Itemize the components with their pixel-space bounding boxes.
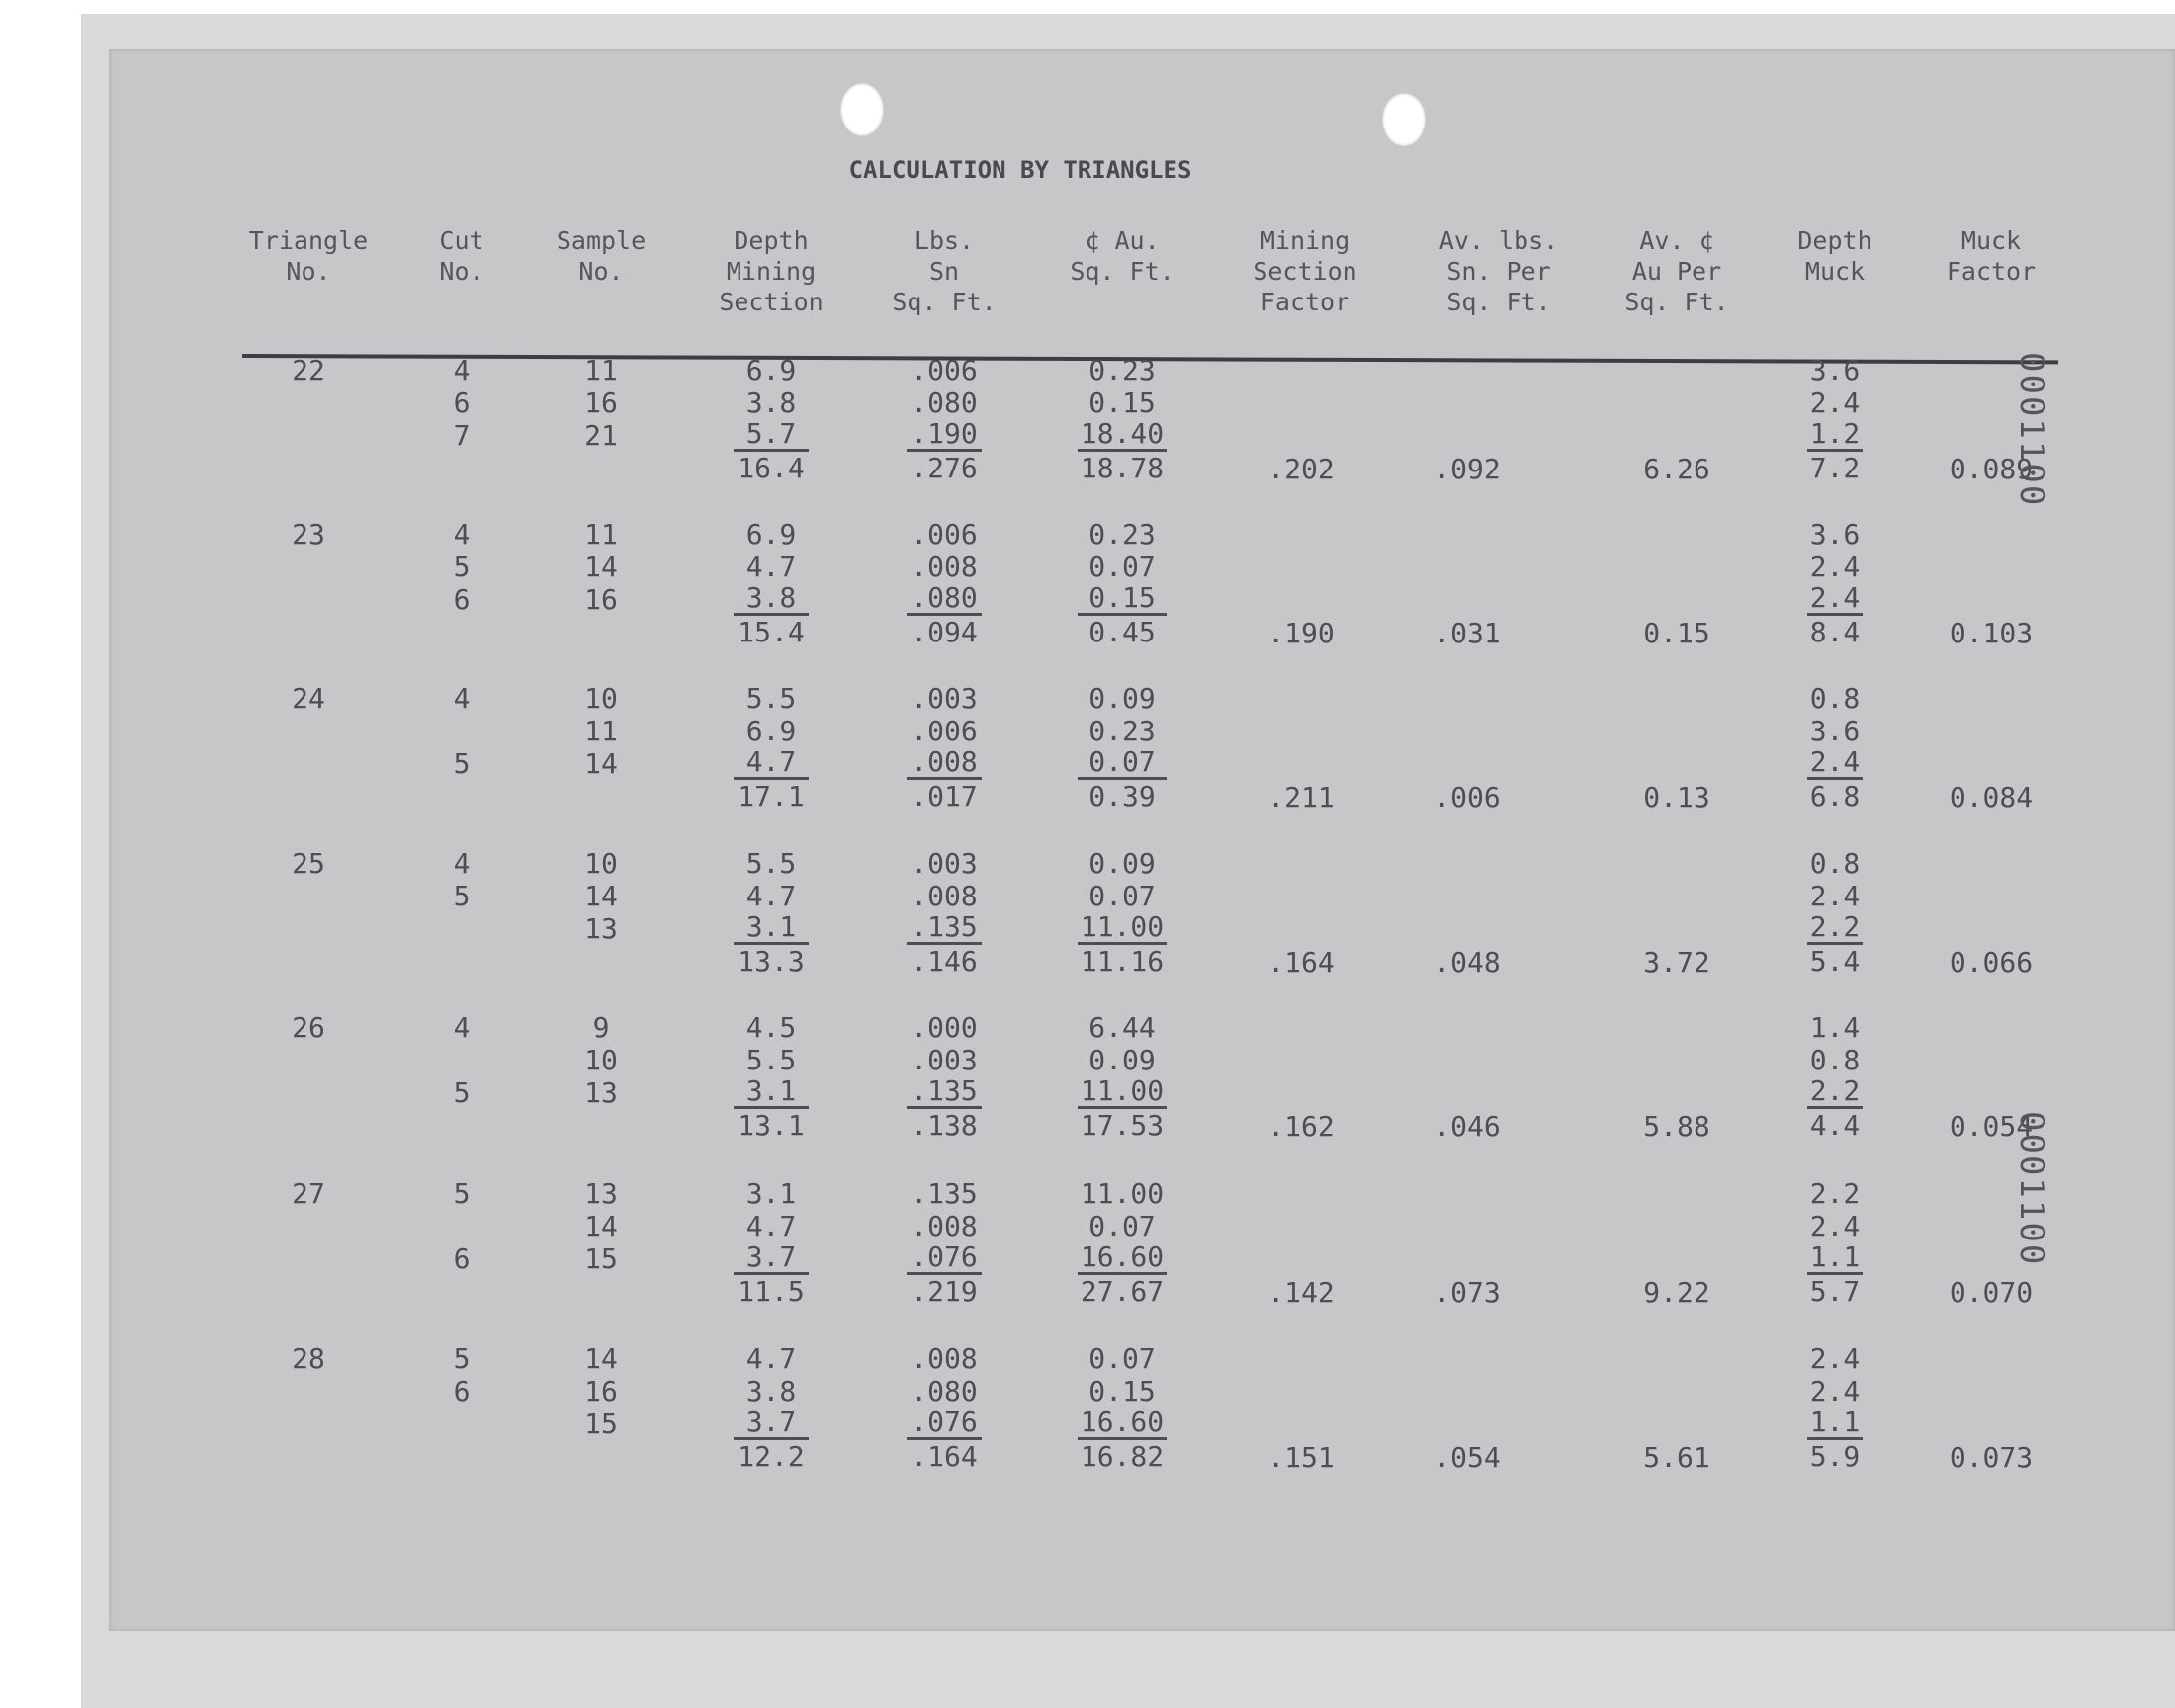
sample-no: 9 — [592, 1011, 610, 1044]
depth-muck — [1807, 518, 1863, 648]
sample-no: 16 — [584, 583, 618, 616]
mining-section-factor: .164 — [1267, 946, 1335, 979]
lbs-sn-sq-ft-value: .006 — [911, 518, 978, 551]
au-sq-ft — [1078, 1177, 1167, 1308]
au-sq-ft-total: 0.39 — [1088, 780, 1156, 812]
sample-no: 14 — [584, 551, 618, 583]
sample-no: 15 — [584, 1408, 618, 1440]
depth-mining-section-value: 3.8 — [734, 583, 809, 616]
depth-muck-value: 1.1 — [1807, 1408, 1863, 1440]
muck-factor: 0.084 — [1949, 781, 2034, 813]
cut-no: 5 — [453, 880, 471, 912]
depth-muck-value: 2.4 — [1807, 583, 1863, 616]
triangle-no: 28 — [292, 1342, 325, 1375]
depth-mining-section-total: 13.1 — [738, 1109, 805, 1142]
depth-muck-value: 3.6 — [1809, 354, 1861, 386]
depth-muck-value: 2.4 — [1809, 1210, 1861, 1242]
depth-muck-value: 1.1 — [1807, 1242, 1863, 1275]
table-row — [0, 1177, 2175, 1345]
sample-no: 14 — [584, 747, 618, 780]
depth-muck-total: 8.4 — [1809, 616, 1861, 648]
lbs-sn-sq-ft-value: .000 — [911, 1011, 978, 1044]
sample-no: 10 — [584, 1044, 618, 1076]
triangle-no: 22 — [292, 354, 325, 386]
depth-muck-value: 3.6 — [1809, 518, 1861, 551]
lbs-sn-sq-ft-value: .003 — [911, 1044, 978, 1076]
av-lbs-sn: .048 — [1434, 946, 1501, 979]
depth-mining-section — [734, 1177, 809, 1308]
muck-factor: 0.070 — [1949, 1276, 2034, 1309]
depth-muck-value: 0.8 — [1809, 847, 1861, 880]
sample-no: 14 — [584, 880, 618, 912]
sample-no: 15 — [584, 1242, 618, 1275]
depth-muck-value: 2.4 — [1809, 1375, 1861, 1408]
column-header: Depth Muck — [1797, 226, 1872, 286]
au-sq-ft-value: 11.00 — [1078, 1076, 1167, 1109]
au-sq-ft-total: 11.16 — [1080, 945, 1165, 978]
column-header: ¢ Au. Sq. Ft. — [1070, 226, 1174, 286]
cut-no: 4 — [453, 518, 471, 551]
depth-muck-value: 2.2 — [1807, 912, 1863, 945]
sample-no: 13 — [584, 912, 618, 945]
lbs-sn-sq-ft-value: .076 — [907, 1242, 982, 1275]
muck-factor: 0.073 — [1949, 1441, 2034, 1474]
sample-no: 11 — [584, 518, 618, 551]
margin-stamp-bottom: 0001100 — [2012, 1111, 2051, 1267]
lbs-sn-sq-ft-value: .008 — [907, 747, 982, 780]
table-row — [0, 354, 2175, 522]
sample-no: 14 — [584, 1342, 618, 1375]
lbs-sn-sq-ft-total: .146 — [911, 945, 978, 978]
sample-no: 11 — [584, 715, 618, 747]
au-sq-ft-value: 0.09 — [1088, 847, 1156, 880]
av-lbs-sn: .006 — [1434, 781, 1501, 813]
av-au: 0.15 — [1643, 617, 1710, 649]
table-row — [0, 682, 2175, 850]
depth-muck-total: 7.2 — [1809, 452, 1861, 484]
depth-muck-value: 1.4 — [1809, 1011, 1861, 1044]
margin-stamp-top: 0001100 — [2012, 352, 2051, 508]
lbs-sn-sq-ft-value: .190 — [907, 419, 982, 452]
depth-mining-section — [734, 354, 809, 484]
depth-mining-section-value: 4.7 — [745, 1342, 797, 1375]
depth-mining-section-value: 6.9 — [745, 354, 797, 386]
sample-no: 13 — [584, 1076, 618, 1109]
depth-mining-section — [734, 1011, 809, 1142]
table-row — [0, 518, 2175, 686]
au-sq-ft-value: 0.07 — [1088, 1210, 1156, 1242]
au-sq-ft-value: 0.07 — [1088, 880, 1156, 912]
lbs-sn-sq-ft-value: .003 — [911, 682, 978, 715]
depth-mining-section-value: 4.5 — [745, 1011, 797, 1044]
column-header: Sample No. — [556, 226, 647, 286]
lbs-sn-sq-ft-value: .080 — [911, 1375, 978, 1408]
lbs-sn-sq-ft-value: .006 — [911, 715, 978, 747]
av-au: 6.26 — [1643, 453, 1710, 485]
au-sq-ft — [1078, 1011, 1167, 1142]
depth-muck-total: 5.9 — [1809, 1440, 1861, 1473]
lbs-sn-sq-ft — [907, 1177, 982, 1308]
au-sq-ft-value: 0.23 — [1088, 715, 1156, 747]
av-lbs-sn: .046 — [1434, 1110, 1501, 1143]
sample-no: 21 — [584, 419, 618, 452]
au-sq-ft — [1078, 518, 1167, 648]
lbs-sn-sq-ft-total: .164 — [911, 1440, 978, 1473]
au-sq-ft-value: 11.00 — [1078, 912, 1167, 945]
au-sq-ft-total: 27.67 — [1080, 1275, 1165, 1308]
lbs-sn-sq-ft — [907, 1342, 982, 1473]
au-sq-ft — [1078, 354, 1167, 484]
table-row — [0, 847, 2175, 1015]
au-sq-ft-value: 0.07 — [1088, 1342, 1156, 1375]
depth-muck-value: 2.4 — [1809, 880, 1861, 912]
av-au: 0.13 — [1643, 781, 1710, 813]
depth-mining-section-value: 4.7 — [745, 551, 797, 583]
av-au: 5.88 — [1643, 1110, 1710, 1143]
lbs-sn-sq-ft-total: .017 — [911, 780, 978, 812]
lbs-sn-sq-ft-value: .080 — [911, 386, 978, 419]
cut-no: 5 — [453, 747, 471, 780]
depth-muck-value: 2.4 — [1807, 747, 1863, 780]
au-sq-ft-value: 16.60 — [1078, 1408, 1167, 1440]
depth-mining-section-value: 5.5 — [745, 682, 797, 715]
cut-no: 4 — [453, 682, 471, 715]
au-sq-ft-value: 0.09 — [1088, 682, 1156, 715]
cut-no: 5 — [453, 551, 471, 583]
muck-factor: 0.103 — [1949, 617, 2034, 649]
av-lbs-sn: .092 — [1434, 453, 1501, 485]
lbs-sn-sq-ft-total: .094 — [911, 616, 978, 648]
muck-factor: 0.066 — [1949, 946, 2034, 979]
depth-mining-section — [734, 518, 809, 648]
mining-section-factor: .162 — [1267, 1110, 1335, 1143]
av-lbs-sn: .031 — [1434, 617, 1501, 649]
lbs-sn-sq-ft-value: .008 — [911, 880, 978, 912]
depth-muck-total: 5.4 — [1809, 945, 1861, 978]
mining-section-factor: .202 — [1267, 453, 1335, 485]
lbs-sn-sq-ft — [907, 518, 982, 648]
cut-no: 4 — [453, 354, 471, 386]
cut-no: 6 — [453, 1242, 471, 1275]
depth-muck-value: 1.2 — [1807, 419, 1863, 452]
cut-no: 5 — [453, 1076, 471, 1109]
sample-no: 10 — [584, 682, 618, 715]
depth-muck-total: 6.8 — [1809, 780, 1861, 812]
triangle-no: 26 — [292, 1011, 325, 1044]
lbs-sn-sq-ft-total: .219 — [911, 1275, 978, 1308]
depth-mining-section-value: 3.7 — [734, 1242, 809, 1275]
au-sq-ft-total: 18.78 — [1080, 452, 1165, 484]
depth-mining-section-value: 3.7 — [734, 1408, 809, 1440]
au-sq-ft-value: 0.07 — [1088, 551, 1156, 583]
depth-muck — [1807, 682, 1863, 812]
depth-mining-section-total: 13.3 — [738, 945, 805, 978]
depth-mining-section-total: 17.1 — [738, 780, 805, 812]
depth-muck — [1807, 1177, 1863, 1308]
cut-no: 6 — [453, 583, 471, 616]
mining-section-factor: .211 — [1267, 781, 1335, 813]
au-sq-ft-value: 18.40 — [1078, 419, 1167, 452]
lbs-sn-sq-ft-value: .135 — [907, 1076, 982, 1109]
depth-mining-section-value: 3.1 — [734, 912, 809, 945]
lbs-sn-sq-ft — [907, 682, 982, 812]
column-header: Triangle No. — [248, 226, 369, 286]
sample-no: 14 — [584, 1210, 618, 1242]
au-sq-ft-total: 16.82 — [1080, 1440, 1165, 1473]
depth-muck-value: 2.4 — [1809, 386, 1861, 419]
table-row — [0, 1011, 2175, 1179]
au-sq-ft — [1078, 682, 1167, 812]
au-sq-ft-total: 17.53 — [1080, 1109, 1165, 1142]
depth-mining-section-value: 6.9 — [745, 518, 797, 551]
lbs-sn-sq-ft — [907, 847, 982, 978]
triangle-no: 25 — [292, 847, 325, 880]
sample-no: 11 — [584, 354, 618, 386]
depth-muck-value: 2.4 — [1809, 551, 1861, 583]
sample-no: 13 — [584, 1177, 618, 1210]
cut-no: 7 — [453, 419, 471, 452]
depth-muck-value: 2.2 — [1807, 1076, 1863, 1109]
lbs-sn-sq-ft-value: .135 — [911, 1177, 978, 1210]
depth-muck-total: 5.7 — [1809, 1275, 1861, 1308]
triangle-no: 23 — [292, 518, 325, 551]
depth-mining-section-value: 5.5 — [745, 847, 797, 880]
muck-factor: 0.054 — [1949, 1110, 2034, 1143]
lbs-sn-sq-ft-value: .080 — [907, 583, 982, 616]
sample-no: 10 — [584, 847, 618, 880]
cut-no: 4 — [453, 1011, 471, 1044]
sample-no: 16 — [584, 386, 618, 419]
depth-mining-section-value: 4.7 — [745, 880, 797, 912]
column-header: Av. lbs. Sn. Per Sq. Ft. — [1438, 226, 1559, 316]
au-sq-ft-value: 0.15 — [1088, 1375, 1156, 1408]
au-sq-ft-value: 0.23 — [1088, 518, 1156, 551]
mining-section-factor: .190 — [1267, 617, 1335, 649]
depth-muck-value: 2.2 — [1809, 1177, 1861, 1210]
depth-muck — [1807, 1011, 1863, 1142]
muck-factor: 0.089 — [1949, 453, 2034, 485]
column-header: Mining Section Factor — [1253, 226, 1357, 316]
au-sq-ft-value: 0.15 — [1088, 386, 1156, 419]
av-lbs-sn: .054 — [1434, 1441, 1501, 1474]
triangle-no: 27 — [292, 1177, 325, 1210]
depth-mining-section — [734, 847, 809, 978]
depth-mining-section-value: 3.8 — [745, 386, 797, 419]
punch-hole-right — [1382, 93, 1426, 146]
lbs-sn-sq-ft-value: .008 — [911, 1210, 978, 1242]
au-sq-ft-value: 16.60 — [1078, 1242, 1167, 1275]
av-au: 9.22 — [1643, 1276, 1710, 1309]
column-header: Lbs. Sn Sq. Ft. — [892, 226, 997, 316]
av-au: 3.72 — [1643, 946, 1710, 979]
lbs-sn-sq-ft — [907, 1011, 982, 1142]
av-au: 5.61 — [1643, 1441, 1710, 1474]
au-sq-ft — [1078, 1342, 1167, 1473]
depth-muck-value: 0.8 — [1809, 1044, 1861, 1076]
depth-mining-section-value: 4.7 — [745, 1210, 797, 1242]
depth-mining-section-total: 12.2 — [738, 1440, 805, 1473]
depth-mining-section-total: 16.4 — [738, 452, 805, 484]
punch-hole-left — [840, 83, 884, 136]
cut-no: 6 — [453, 386, 471, 419]
page-title: CALCULATION BY TRIANGLES — [848, 156, 1192, 184]
depth-muck-value: 2.4 — [1809, 1342, 1861, 1375]
au-sq-ft-value: 0.07 — [1078, 747, 1167, 780]
lbs-sn-sq-ft-total: .138 — [911, 1109, 978, 1142]
depth-mining-section-value: 3.1 — [745, 1177, 797, 1210]
triangle-no: 24 — [292, 682, 325, 715]
depth-muck — [1807, 1342, 1863, 1473]
au-sq-ft-value: 11.00 — [1080, 1177, 1165, 1210]
depth-muck-value: 0.8 — [1809, 682, 1861, 715]
depth-mining-section-value: 5.5 — [745, 1044, 797, 1076]
depth-mining-section-total: 15.4 — [738, 616, 805, 648]
column-header: Muck Factor — [1946, 226, 2037, 286]
depth-muck — [1807, 847, 1863, 978]
depth-mining-section-value: 4.7 — [734, 747, 809, 780]
column-header: Depth Mining Section — [719, 226, 824, 316]
table-row — [0, 1342, 2175, 1510]
cut-no: 4 — [453, 847, 471, 880]
cut-no: 5 — [453, 1177, 471, 1210]
au-sq-ft-value: 6.44 — [1088, 1011, 1156, 1044]
depth-mining-section-value: 6.9 — [745, 715, 797, 747]
lbs-sn-sq-ft-total: .276 — [911, 452, 978, 484]
depth-mining-section — [734, 1342, 809, 1473]
depth-mining-section-value: 3.8 — [745, 1375, 797, 1408]
depth-mining-section-total: 11.5 — [738, 1275, 805, 1308]
mining-section-factor: .151 — [1267, 1441, 1335, 1474]
au-sq-ft-value: 0.23 — [1088, 354, 1156, 386]
sample-no: 16 — [584, 1375, 618, 1408]
lbs-sn-sq-ft-value: .008 — [911, 551, 978, 583]
depth-muck-total: 4.4 — [1809, 1109, 1861, 1142]
lbs-sn-sq-ft-value: .006 — [911, 354, 978, 386]
av-lbs-sn: .073 — [1434, 1276, 1501, 1309]
column-header: Av. ¢ Au Per Sq. Ft. — [1624, 226, 1729, 316]
depth-muck — [1807, 354, 1863, 484]
cut-no: 5 — [453, 1342, 471, 1375]
lbs-sn-sq-ft-value: .076 — [907, 1408, 982, 1440]
lbs-sn-sq-ft-value: .003 — [911, 847, 978, 880]
mining-section-factor: .142 — [1267, 1276, 1335, 1309]
depth-mining-section-value: 3.1 — [734, 1076, 809, 1109]
depth-muck-value: 3.6 — [1809, 715, 1861, 747]
cut-no: 6 — [453, 1375, 471, 1408]
depth-mining-section — [734, 682, 809, 812]
lbs-sn-sq-ft-value: .135 — [907, 912, 982, 945]
lbs-sn-sq-ft-value: .008 — [911, 1342, 978, 1375]
column-header: Cut No. — [439, 226, 484, 286]
lbs-sn-sq-ft — [907, 354, 982, 484]
au-sq-ft-total: 0.45 — [1088, 616, 1156, 648]
au-sq-ft-value: 0.15 — [1078, 583, 1167, 616]
au-sq-ft — [1078, 847, 1167, 978]
au-sq-ft-value: 0.09 — [1088, 1044, 1156, 1076]
depth-mining-section-value: 5.7 — [734, 419, 809, 452]
